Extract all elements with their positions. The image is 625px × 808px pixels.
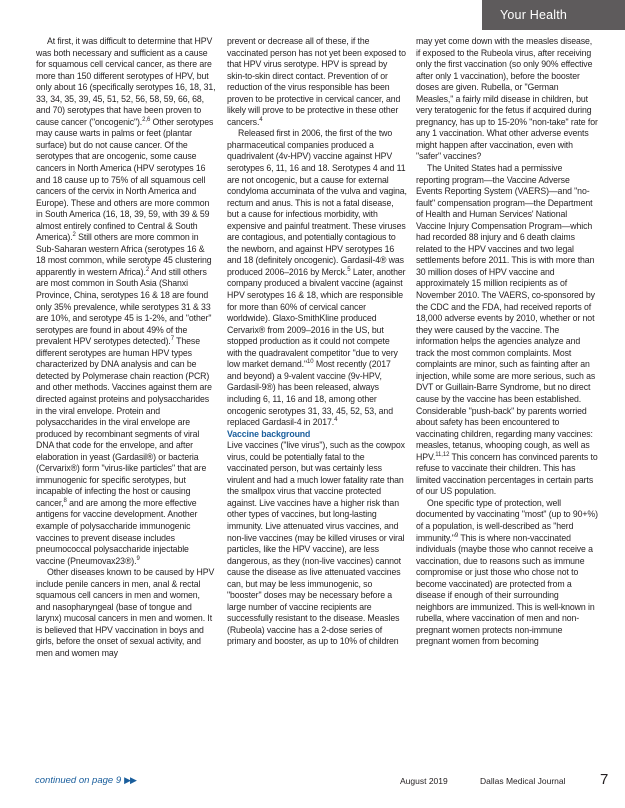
paragraph-text: and are among the more effective antigens for vaccine development. Another example of polysaccharide immunogenic vaccines to prevent disease includes pneumococcal polysaccharide injectable vaccine (Pneumovax23®). xyxy=(36,497,198,566)
citation-reference: 5 xyxy=(347,267,351,274)
paragraph-text: Later, another company produced a bivalent vaccine (against HPV serotypes 16 & 18, which are responsible for more than 60% of cervical cancer worldwide). Glaxo-SmithKline produced Cervarix® from 2009–2016 in the US, but stopped production as it could not compete with the quadravalent competitor "due to very low market demand." xyxy=(227,266,406,370)
paragraph-text: Live vaccines ("live virus"), such as the cowpox virus, could be potentially fatal to the vaccinated person, but was certainly less virulent and had a much lower fatality rate than the smallpox virus that vaccine protected against. Live vaccines have a higher risk than other types of vaccines, but long-lasting immunity. Live attenuated virus vaccines, and non-live vaccines (may be killed viruses or viral particles, like the HPV vaccine), are less dangerous, as they (non-live vaccines) cannot cause the disease as live attenuated vaccines can, but may be less immunogenic, so "booster" doses may be necessary before a large number of vaccine recipients are successfully resistant to the disease. Measles (Rubeola) vaccine has a 2-dose series of primary and booster, as up to 10% of children xyxy=(227,440,405,647)
article-column-3 xyxy=(416,36,598,648)
continue-arrow-icon: ▶▶ xyxy=(124,775,136,785)
paragraph-text: The United States had a permissive reporting program—the Vaccine Adverse Events Reporting System (VAERS)—and "no-fault" compensation program—the Department of Health and Human Services' National Vaccine Injury Compensation Program—which had recorded 88 injury and 6 death claims related to the HPV vaccines and two legal settlements before 2011. This is with more than 30 million doses of HPV vaccine and approximately 15 million recipients as of November 2010. The VAERS, co-sponsored by the CDC and the FDA, had received reports of 18,000 adverse events by 2010, whether or not they were caused by the vaccine. The information helps the agencies analyze and track the most common complaints. Most complaints are minor, such as fainting after an injection, while some are more serious, such as DVT or Guillain-Barre Syndrome, but no direct cause by the vaccine has been established. Considerable "push-back" by parents worried about safety has been encountered to vaccinating children, regarding many vaccines: measles, tetanus, whooping cough, as well as HPV. xyxy=(416,163,596,462)
article-paragraph xyxy=(227,36,407,128)
citation-reference: 11,12 xyxy=(435,451,450,458)
section-heading: Vaccine background xyxy=(227,428,311,439)
citation-reference: 4 xyxy=(334,417,338,424)
citation-reference: 2 xyxy=(145,267,150,274)
citation-reference: 8 xyxy=(63,497,67,504)
citation-reference: 2,6 xyxy=(142,116,151,123)
paragraph-text: Other diseases known to be caused by HPV include penile cancers in men, anal & rectal squamous cell cancers in men and women, and nasopharyngeal (base of tongue and larynx) mucosal cancers in men and women. It is believed that HPV vaccination in boys and girls, before the onset of sexual activity, and men and women may xyxy=(36,567,215,658)
article-paragraph xyxy=(36,567,216,659)
paragraph-text: These different serotypes are human HPV types characterized by DNA analysis and can be detected by Polymerase chain reaction (PCR) and other methods. Vaccines against them are directed against proteins and polysaccharides in the viral envelope. Protein and polysaccharides in the viral envelope are produced by recombinant segments of viral DNA that code for the envelope, and after elaboration in yeast (Gardasil®) or bacteria (Cervarix®) form "virus-like particles" that are immunogenic for specific serotypes, but incapable of infecting the host or causing cancer, xyxy=(36,336,212,508)
citation-reference: 4 xyxy=(259,116,263,123)
paragraph-text: Released first in 2006, the first of the two pharmaceutical companies produced a quadrivalent (4v-HPV) vaccine against HPV serotypes 6, 11, 16 and 18. Serotypes 4 and 11 are not oncogenic, but a cause for external condyloma accuminata of the vulva and vagina, rectum and anus. This is not a fatal disease, but a cause for infectious morbidity, with expensive and painful treatment. These viruses are contagious, and potentially contagious to the newborn, and against HPV serotypes 16 and 18 (definitely oncogenic). Gardasil-4® was produced 2006–2016 by Merck. xyxy=(227,128,407,277)
section-tab xyxy=(482,0,625,30)
article-column-1 xyxy=(36,36,216,660)
paragraph-text: And still others are most common in South Asia (Shanxi Province, China, serotypes 16 & 18 are found only 35% prevalence, while serotypes 31 & 33 are 10%, and serotype 45 is 1-2%, and "other" serotypes are found in about 49% of the prevalent HPV serotypes detected). xyxy=(36,266,212,347)
article-paragraph xyxy=(416,36,598,163)
paragraph-text: Most recently (2017 and beyond) a 9-valent vaccine (9v-HPV, Gardasil-9®) has been released, always including 6, 11, 16 and 18, among other oncogenic serotypes 31, 33, 45, 52, 53, and replaced Gardasil-4 in 2017. xyxy=(227,359,393,428)
paragraph-text: may yet come down with the measles disease, if exposed to the Rubeola virus, after receiving only the first vaccination (so only 90% effective after only 1 vaccination), before the booster doses are given. Rubella, or "German Measles," a fairly mild disease in children, but very teratogenic for the fetus if acquired during pregnancy, has up to 15-20% "non-take" rate for any 1 vaccination. What other adverse events might happen after vaccination, even with "safer" vaccines? xyxy=(416,36,598,162)
article-paragraph xyxy=(416,498,598,648)
continued-label: continued on page 9 xyxy=(35,775,122,786)
journal-name: Dallas Medical Journal xyxy=(480,776,566,786)
paragraph-text: This is where non-vaccinated individuals (maybe those who cannot receive a vaccination, due to reasons such as immune compromise or just those who chose not to become vaccinated) are protected from a disease if enough of their surrounding neighbors are immunized. This is well-known in rubella, where vaccination of men and non-pregnant women protects non-immune pregnant women from becoming xyxy=(416,532,595,647)
page-footer xyxy=(400,771,610,790)
citation-reference: 9 xyxy=(136,555,140,562)
article-paragraph xyxy=(36,36,216,567)
paragraph-text: This concern has convinced parents to refuse to vaccinate their children. This has limited vaccination percentages in certain parts of our US population. xyxy=(416,451,598,497)
citation-reference: 9 xyxy=(454,532,459,539)
citation-reference: 2 xyxy=(72,232,76,239)
issue-date: August 2019 xyxy=(400,776,448,786)
citation-reference: 7 xyxy=(170,336,174,343)
paragraph-text: Other serotypes may cause warts in palms or feet (plantar surface) but do not cause cancer. Of the serotypes that are oncogenic, some cause cancers in North America (HPV serotypes 16 and 18 cause up to 75% of all squamous cell cancers of the cervix in North America and Europe). These and others are more common in South America (16, 18, 39, 59, with 39 & 59 almost entirely confined to Central & South America). xyxy=(36,116,214,243)
article-column-2 xyxy=(227,36,407,648)
paragraph-text: At first, it was difficult to determine that HPV was both necessary and sufficient as a cause for squamous cell cervical cancer, as there are more than 150 different serotypes of HPV, but only about 16 (specifically serotypes 16, 18, 31, 33, 34, 35, 39, 45, 51, 52, 56, 58, 59, 66, 68, and 70) serotypes that have been proven to cause cancer ("oncogenic"). xyxy=(36,36,216,127)
section-title: Your Health xyxy=(500,8,568,22)
article-paragraph xyxy=(227,128,407,428)
article-paragraph xyxy=(227,440,407,648)
article-paragraph xyxy=(416,163,598,498)
citation-reference: 10 xyxy=(307,359,314,366)
paragraph-text: One specific type of protection, well documented by vaccinating "most" (up to 90+%) of a population, is well-described as "herd immunity." xyxy=(416,497,598,543)
paragraph-text: prevent or decrease all of these, if the vaccinated person has not yet been exposed to that HPV virus serotype. HPV is spread by skin-to-skin direct contact. Prevention of or reduction of the virus responsible has been proven to be protective in cervical cancer, and likely will prove to be protective in these other cancers. xyxy=(227,36,406,127)
paragraph-text: Still others are more common in Sub-Saharan western Africa (serotypes 16 & 18 most common, while serotype 45 clustering apparently in western Africa). xyxy=(36,232,212,277)
continued-link[interactable] xyxy=(35,775,136,786)
page-number: 7 xyxy=(600,771,609,788)
